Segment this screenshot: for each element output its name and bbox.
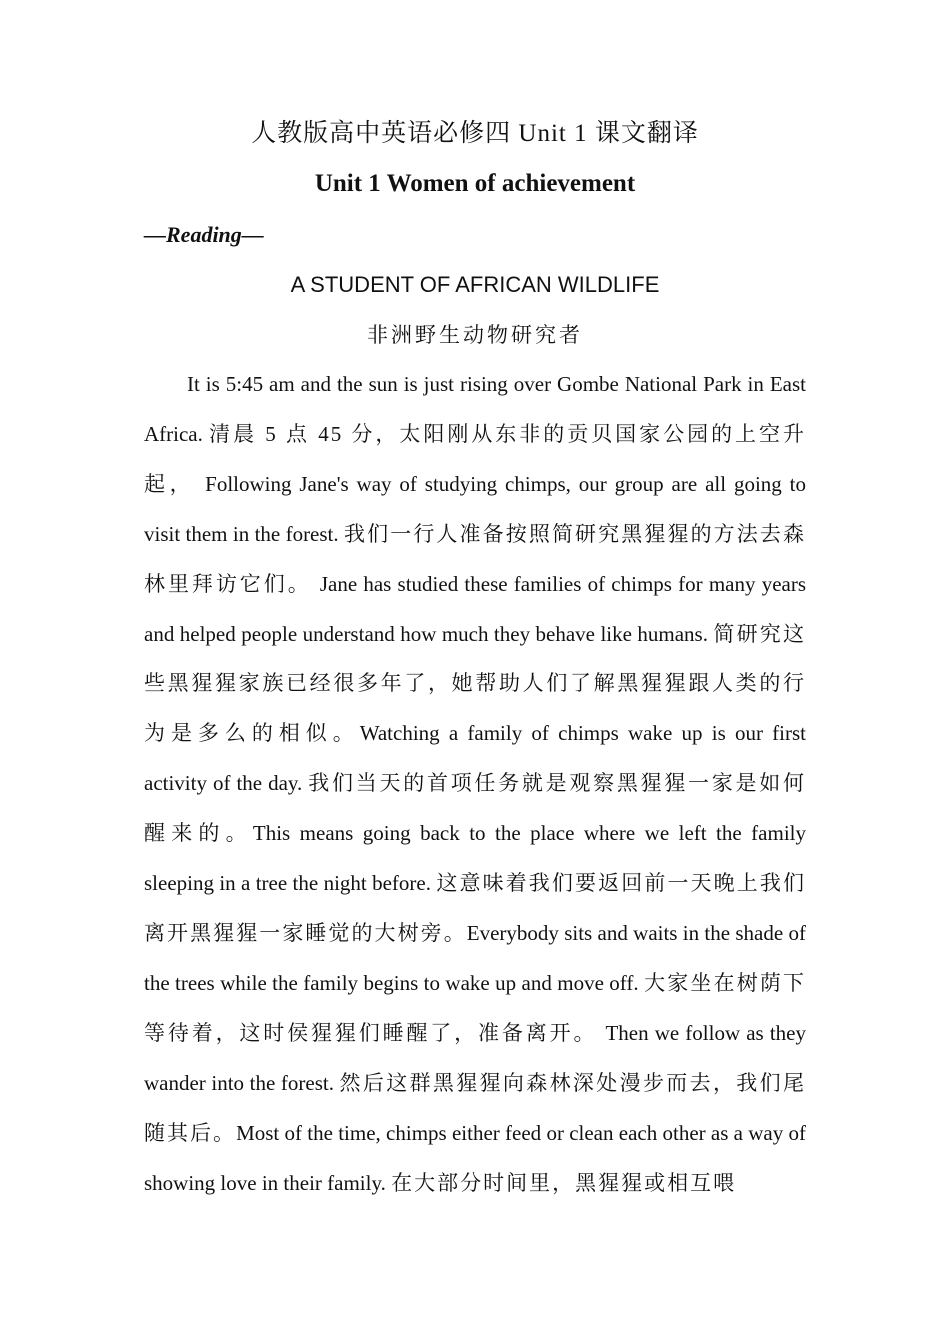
sentence-zh: 大家坐在树荫下等待着，这时侯猩猩们睡醒了，准备离开。 <box>144 970 806 1045</box>
sentence-zh: 我们当天的首项任务就是观察黑猩猩一家是如何醒来的。 <box>144 771 806 846</box>
sentence-en: It is 5:45 am and the sun is just rising over Gombe National Park in East Africa. <box>144 372 806 446</box>
sentence-en: Following Jane's way of studying chimps, our group are all going to visit them in the forest. <box>144 471 806 546</box>
unit-title: Unit 1 Women of achievement <box>314 170 636 197</box>
sentence-zh: 在大部分时间里，黑猩猩或相互喂 <box>391 1170 737 1195</box>
sentence-en: Everybody sits and waits in the shade of the trees while the family begins to wake up and move off. <box>144 920 806 995</box>
sentence-zh: 然后这群黑猩猩向森林深处漫步而去，我们尾随其后。 <box>144 1070 806 1145</box>
sentence-zh: 简研究这些黑猩猩家族已经很多年了，她帮助人们了解黑猩猩跟人类的行为是多么的相似。 <box>144 621 807 746</box>
sentence-en: Jane has studied these families of chimps for many years and helped people understand how much they behave like humans. <box>144 571 806 646</box>
sentence-en: Then we follow as they wander into the forest. <box>144 1020 806 1095</box>
sentence-zh: 我们一行人准备按照简研究黑猩猩的方法去森林里拜访它们。 <box>144 521 806 596</box>
body-paragraph <box>144 360 806 1208</box>
sentence-zh: 清晨 5 点 45 分，太阳刚从东非的贡贝国家公园的上空升起， <box>144 421 806 496</box>
sentence-en: This means going back to the place where we left the family sleeping in a tree the night before. <box>144 821 806 896</box>
document-title: 人教版高中英语必修四 Unit 1 课文翻译 <box>251 120 699 147</box>
heading-english: A STUDENT OF AFRICAN WILDLIFE <box>290 272 660 297</box>
sentence-en: Most of the time, chimps either feed or clean each other as a way of showing love in their family. <box>144 1120 807 1195</box>
section-label: —Reading— <box>144 222 264 247</box>
sentence-en: Watching a family of chimps wake up is our first activity of the day. <box>144 721 806 796</box>
heading-chinese: 非洲野生动物研究者 <box>367 323 583 347</box>
sentence-zh: 这意味着我们要返回前一天晚上我们离开黑猩猩一家睡觉的大树旁。 <box>144 871 807 945</box>
